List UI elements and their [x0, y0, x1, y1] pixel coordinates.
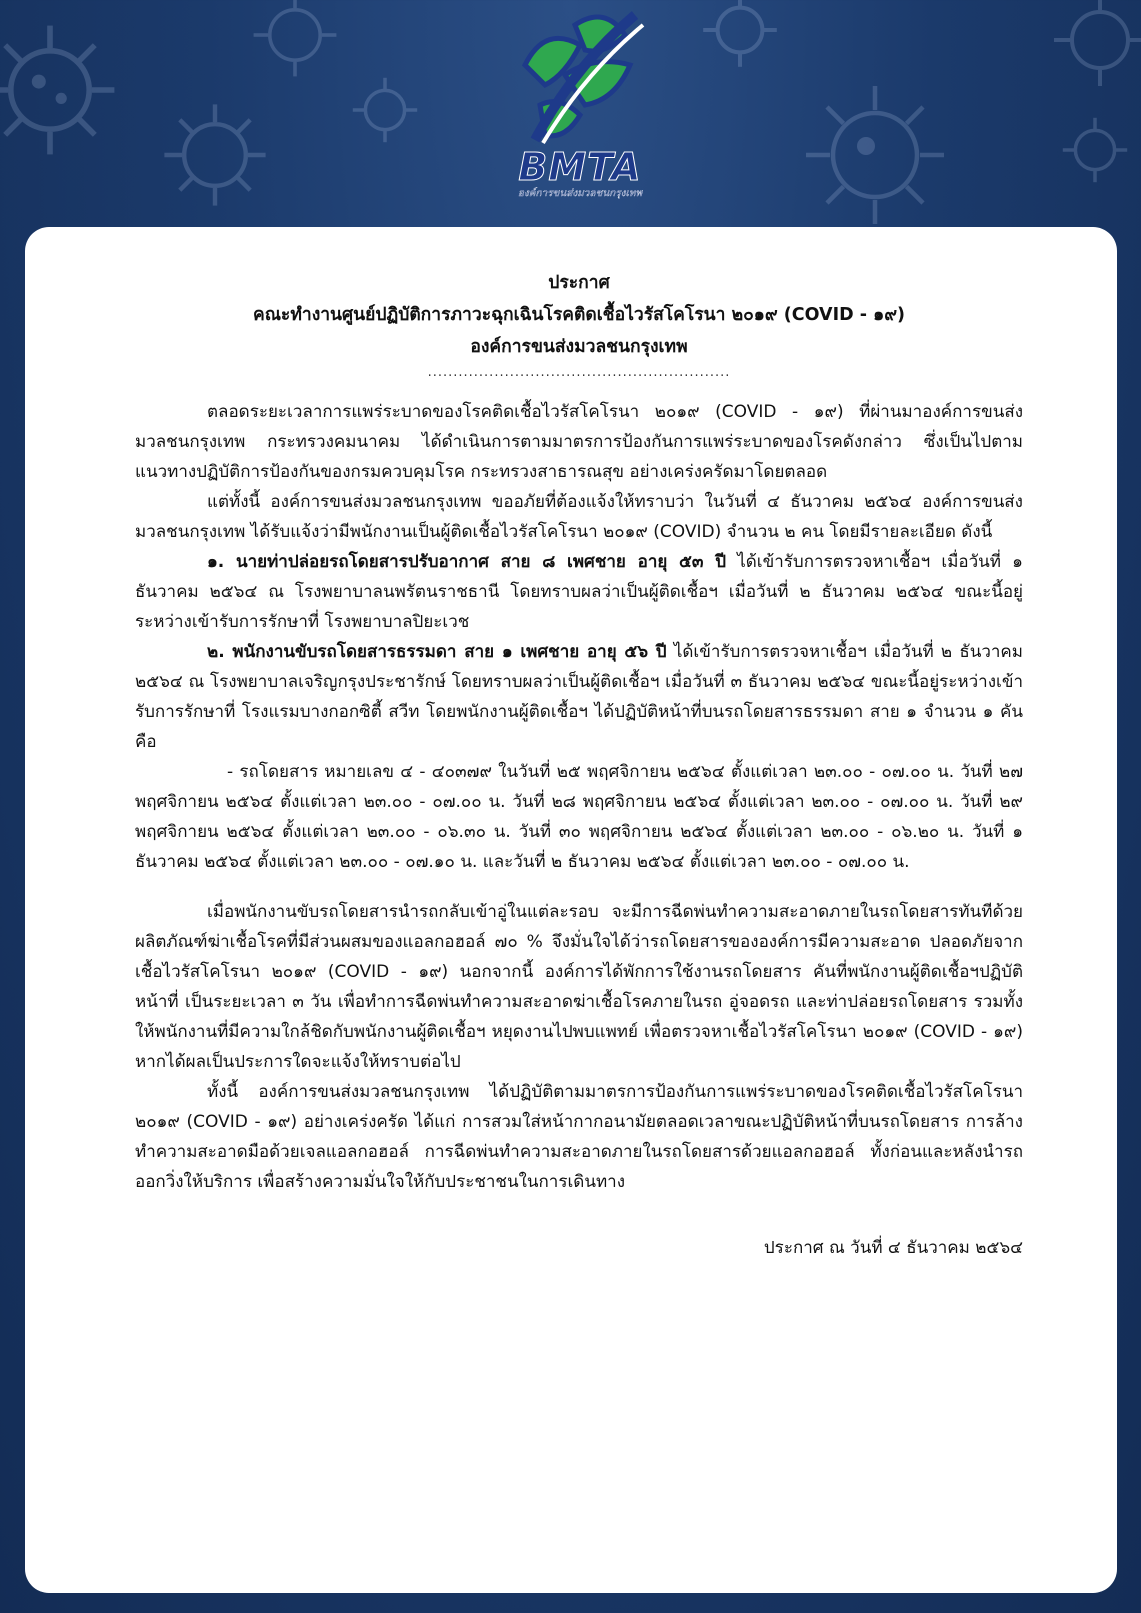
bus-detail: - รถโดยสาร หมายเลข ๔ - ๔๐๓๗๙ ในวันที่ ๒๕ พฤศจิกายน ๒๕๖๔ ตั้งแต่เวลา ๒๓.๐๐ - ๐๗.๐๐ น. วันที่ ๒๗ พฤศจิกายน ๒๕๖๔ ตั้งแต่เวลา ๒๓.๐๐ - ๐๗.๐๐ น. วันที่ ๒๘ พฤศจิกายน ๒๕๖๔ ตั้งแต่เวลา ๒๓.๐๐ - ๐๗.๐๐ น. วันที่ ๒๙ พฤศจิกายน ๒๕๖๔ ตั้งแต่เวลา ๒๓.๐๐ - ๐๖.๓๐ น. วันที่ ๓๐ พฤศจิกายน ๒๕๖๔ ตั้งแต่เวลา ๒๓.๐๐ - ๐๖.๒๐ น. วันที่ ๑ ธันวาคม ๒๕๖๔ ตั้งแต่เวลา ๒๓.๐๐ - ๐๗.๑๐ น. และวันที่ ๒ ธันวาคม ๒๕๖๔ ตั้งแต่เวลา ๒๓.๐๐ - ๐๗.๐๐ น. [135, 762, 1023, 872]
virus-icon [250, 0, 340, 80]
virus-icon [350, 75, 420, 145]
heading-organization: องค์การขนส่งมวลชนกรุงเทพ [470, 337, 688, 357]
announcement-body [135, 267, 1023, 1263]
brand-name: BMTA [518, 145, 642, 189]
paragraph-notice: แต่ทั้งนี้ องค์การขนส่งมวลชนกรุงเทพ ขออภัยที่ต้องแจ้งให้ทราบว่า ในวันที่ ๔ ธันวาคม ๒๕๖๔ องค์การขนส่งมวลชนกรุงเทพ ได้รับแจ้งว่ามีพนักงานเป็นผู้ติดเชื้อไวรัสโคโรนา ๒๐๑๙ (COVID) จำนวน ๒ คน โดยมีรายละเอียด ดังนี้ [135, 492, 1023, 542]
case-1 [135, 547, 1023, 637]
bmta-logo [505, 5, 655, 205]
case-2-detail: ได้เข้ารับการตรวจหาเชื้อฯ เมื่อวันที่ ๒ ธันวาคม ๒๕๖๔ ณ โรงพยาบาลเจริญกรุงประชารักษ์ โดยทราบผลว่าเป็นผู้ติดเชื้อฯ เมื่อวันที่ ๓ ธันวาคม ๒๕๖๔ ขณะนี้อยู่ระหว่างเข้ารับการรักษาที่ โรงแรมบางกอกซิตี้ สวีท โดยพนักงานผู้ติดเชื้อฯ ได้ปฏิบัติหน้าที่บนรถโดยสารธรรมดา สาย ๑ จำนวน ๑ คัน คือ [135, 642, 1023, 752]
paragraph-background: ตลอดระยะเวลาการแพร่ระบาดของโรคติดเชื้อไวรัสโคโรนา ๒๐๑๙ (COVID - ๑๙) ที่ผ่านมาองค์การขนส่งมวลชนกรุงเทพ กระทรวงคมนาคม ได้ดำเนินการตามมาตรการป้องกันการแพร่ระบาดของโรคดังกล่าว ซึ่งเป็นไปตามแนวทางปฏิบัติการป้องกันของกรมควบคุมโรค กระทรวงสาธารณสุข อย่างเคร่งครัดมาโดยตลอด [135, 402, 1023, 482]
heading-separator: ........................................................... [427, 365, 731, 380]
virus-icon [800, 80, 950, 230]
brand-subtitle: องค์การขนส่งมวลชนกรุงเทพ [517, 188, 643, 199]
case-2-title: ๒. พนักงานขับรถโดยสารธรรมดา สาย ๑ เพศชาย อายุ ๕๖ ปี [207, 642, 667, 662]
virus-icon [1050, 0, 1141, 90]
virus-icon [1060, 115, 1130, 185]
heading-title: ประกาศ [548, 273, 610, 293]
heading-committee: คณะทำงานศูนย์ปฏิบัติการภาวะฉุกเฉินโรคติดเชื้อไวรัสโคโรนา ๒๐๑๙ (COVID - ๑๙) [252, 305, 906, 325]
bmta-emblem-icon [505, 5, 655, 150]
signoff-date: ประกาศ ณ วันที่ ๔ ธันวาคม ๒๕๖๔ [763, 1238, 1023, 1258]
case-2 [135, 637, 1023, 757]
paragraph-measures: ทั้งนี้ องค์การขนส่งมวลชนกรุงเทพ ได้ปฏิบัติตามมาตรการป้องกันการแพร่ระบาดของโรคติดเชื้อไวรัสโคโรนา ๒๐๑๙ (COVID - ๑๙) อย่างเคร่งครัด ได้แก่ การสวมใส่หน้ากากอนามัยตลอดเวลาขณะปฏิบัติหน้าที่บนรถโดยสาร การล้างทำความสะอาดมือด้วยเจลแอลกอฮอล์ การฉีดพ่นทำความสะอาดภายในรถโดยสารด้วยแอลกอฮอล์ ทั้งก่อนและหลังนำรถออกวิ่งให้บริการ เพื่อสร้างความมั่นใจให้กับประชาชนในการเดินทาง [135, 1082, 1023, 1192]
case-1-detail: ได้เข้ารับการตรวจหาเชื้อฯ เมื่อวันที่ ๑ ธันวาคม ๒๕๖๔ ณ โรงพยาบาลนพรัตนราชธานี โดยทราบผลว่าเป็นผู้ติดเชื้อฯ เมื่อวันที่ ๒ ธันวาคม ๒๕๖๔ ขณะนี้อยู่ระหว่างเข้ารับการรักษาที่ โรงพยาบาลปิยะเวช [135, 552, 1023, 632]
virus-icon [160, 100, 270, 210]
case-1-title: ๑. นายท่าปล่อยรถโดยสารปรับอากาศ สาย ๘ เพศชาย อายุ ๕๓ ปี [207, 552, 727, 572]
virus-icon [700, 0, 780, 70]
paragraph-disinfection: เมื่อพนักงานขับรถโดยสารนำรถกลับเข้าอู่ในแต่ละรอบ จะมีการฉีดพ่นทำความสะอาดภายในรถโดยสารทันทีด้วยผลิตภัณฑ์ฆ่าเชื้อโรคที่มีส่วนผสมของแอลกอฮอล์ ๗๐ % จึงมั่นใจได้ว่ารถโดยสารขององค์การมีความสะอาด ปลอดภัยจากเชื้อไวรัสโคโรนา ๒๐๑๙ (COVID - ๑๙) นอกจากนี้ องค์การได้พักการใช้งานรถโดยสาร คันที่พนักงานผู้ติดเชื้อฯปฏิบัติหน้าที่ เป็นระยะเวลา ๓ วัน เพื่อทำการฉีดพ่นทำความสะอาดฆ่าเชื้อโรคภายในรถ อู่จอดรถ และท่าปล่อยรถโดยสาร รวมทั้ง ให้พนักงานที่มีความใกล้ชิดกับพนักงานผู้ติดเชื้อฯ หยุดงานไปพบแพทย์ เพื่อตรวจหาเชื้อไวรัสโคโรนา ๒๐๑๙ (COVID - ๑๙) หากได้ผลเป็นประการใดจะแจ้งให้ทราบต่อไป [135, 902, 1023, 1072]
announcement-card [25, 227, 1117, 1593]
virus-icon [0, 20, 120, 160]
